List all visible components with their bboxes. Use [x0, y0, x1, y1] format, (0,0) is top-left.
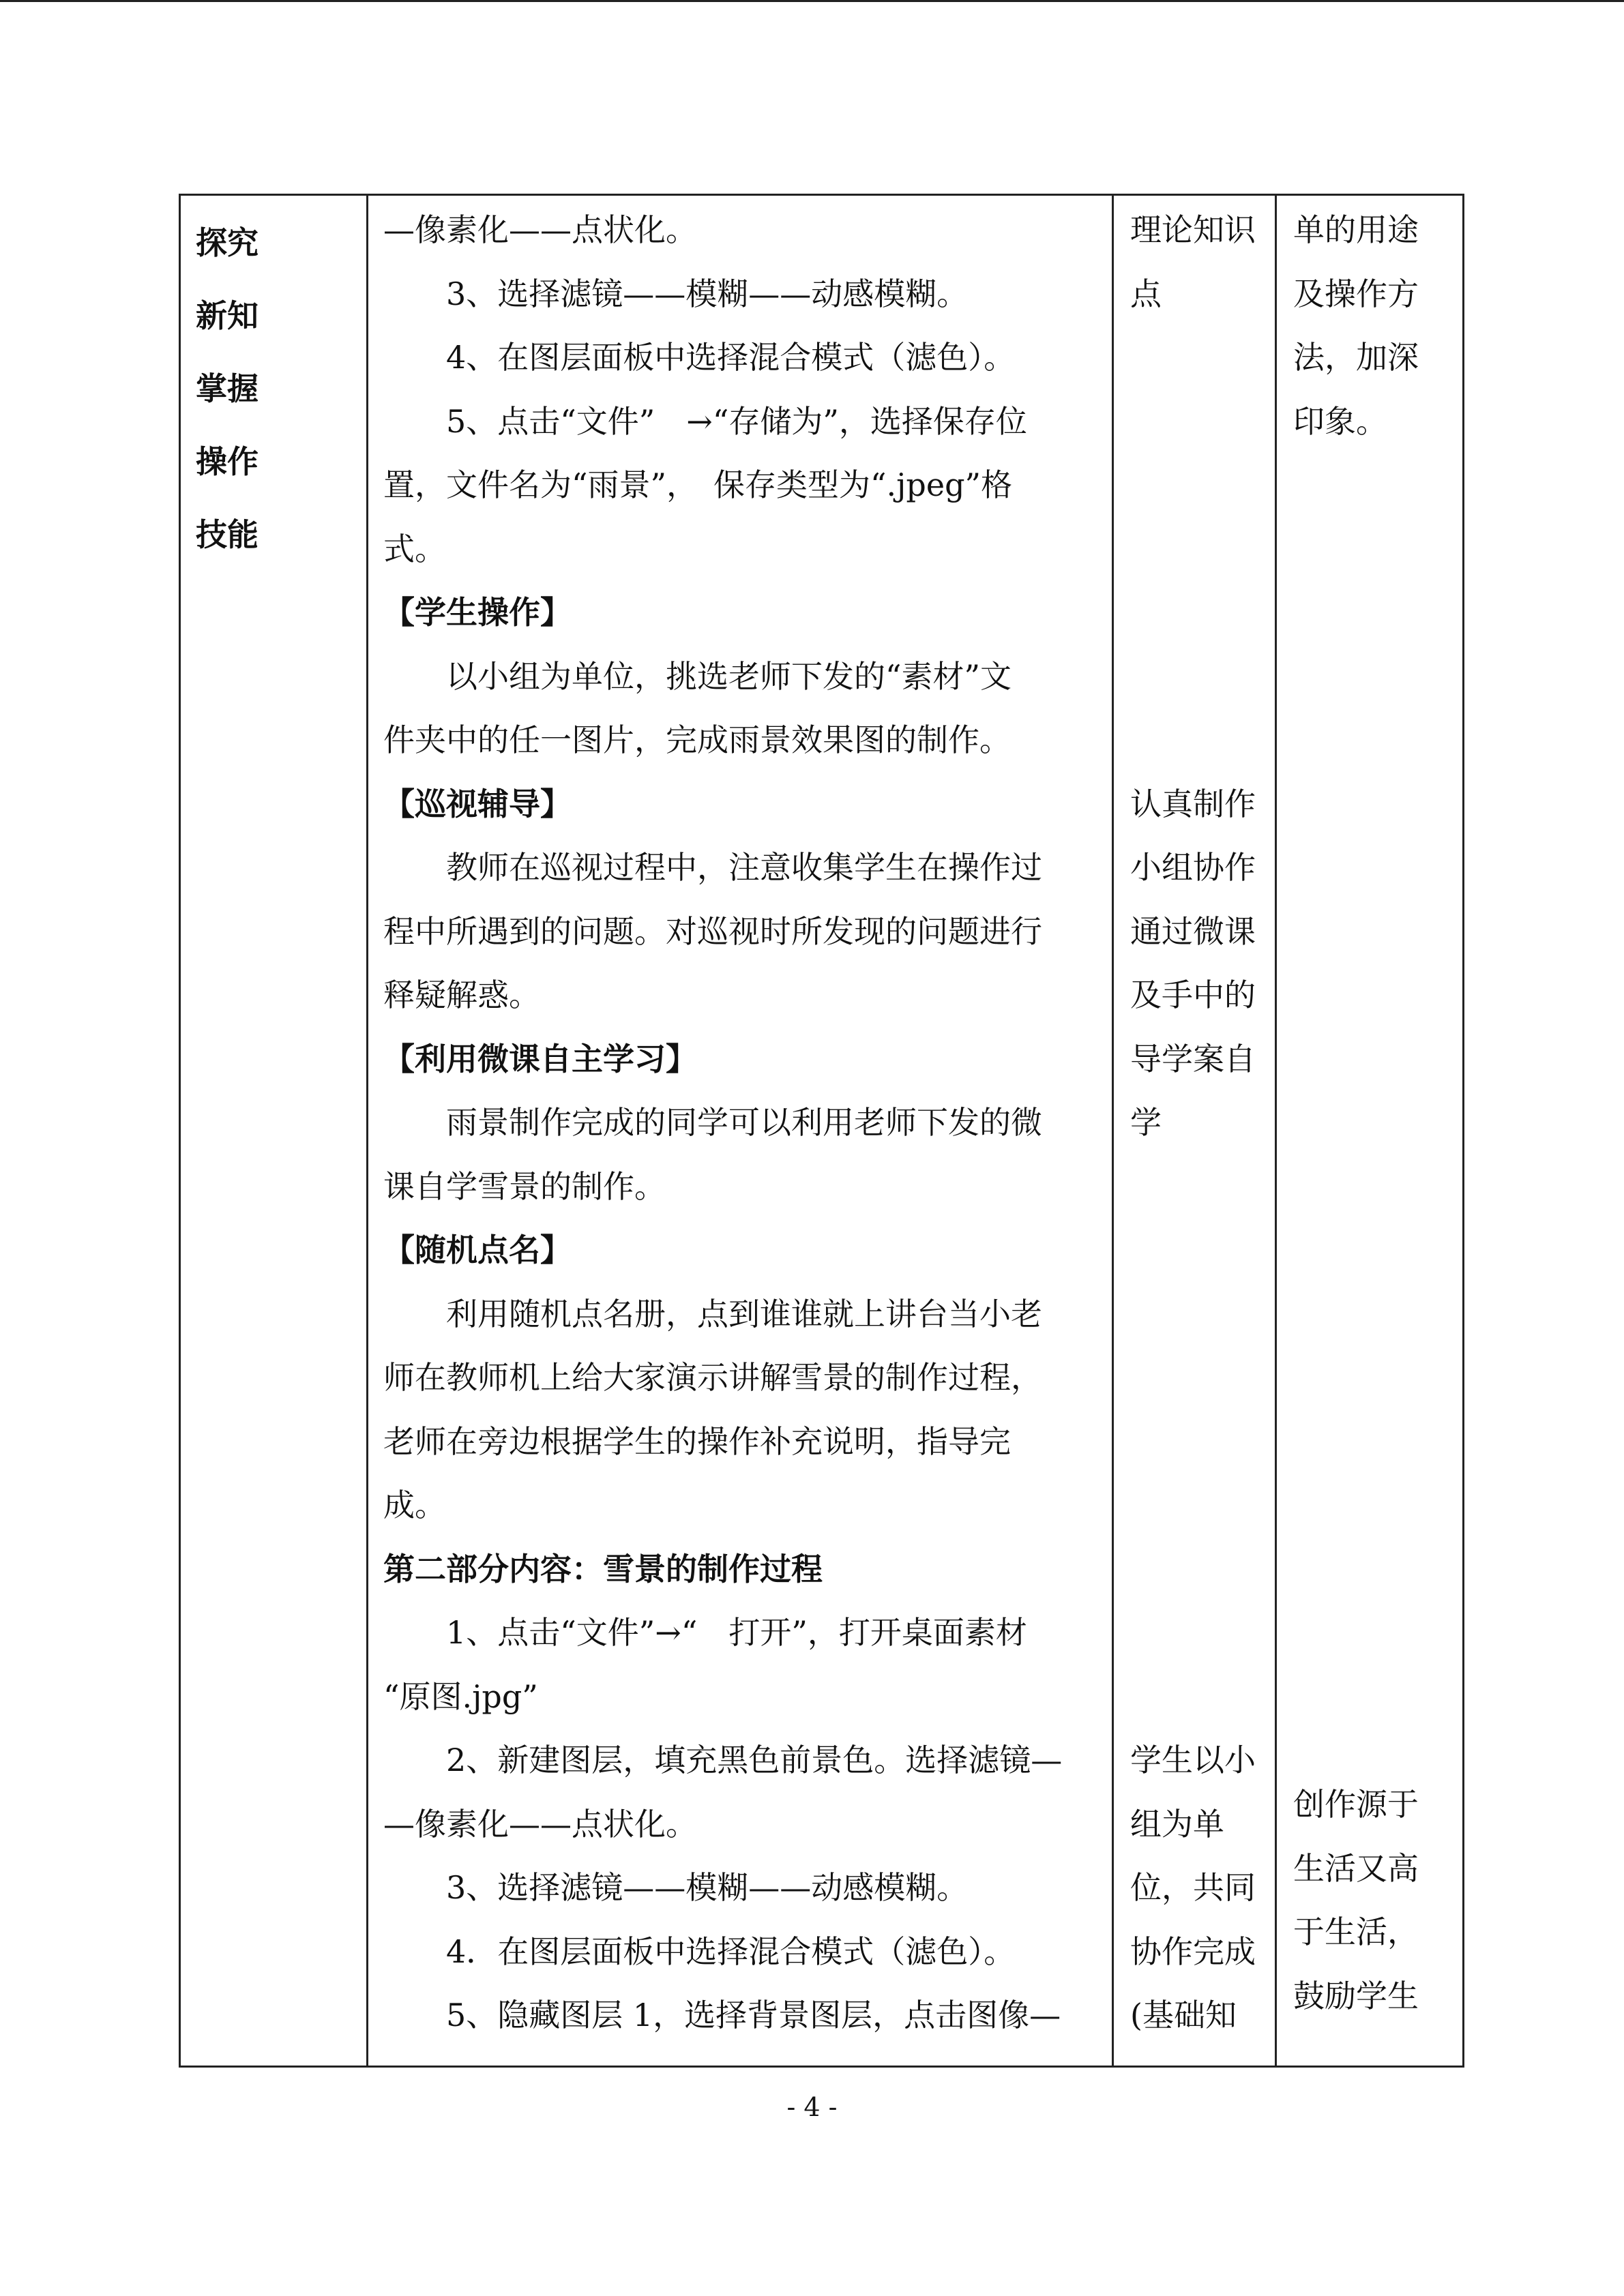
- section-heading: 第二部分内容：雪景的制作过程: [383, 1550, 823, 1587]
- student-activity-line: 学: [1130, 1104, 1162, 1141]
- stage-label-cell: [180, 195, 368, 2067]
- stage-label-line: 掌握: [196, 370, 259, 407]
- student-activity-line: 通过微课: [1130, 912, 1256, 950]
- content-line: 以小组为单位，挑选老师下发的“素材”文: [446, 657, 1012, 695]
- student-activity-line: 位，共同: [1130, 1869, 1256, 1906]
- content-line: 4、在图层面板中选择混合模式（滤色）。: [446, 339, 1016, 376]
- content-line: 1、点击“文件”→“ 打开”，打开桌面素材: [446, 1614, 1027, 1651]
- student-activity-cell: [1113, 195, 1276, 2067]
- student-activity-line: 小组协作: [1130, 849, 1256, 886]
- design-intent-line: 创作源于: [1293, 1786, 1419, 1823]
- content-line: “原图.jpg”: [383, 1678, 538, 1715]
- content-line: 5、点击“文件” →“存储为”，选择保存位: [446, 402, 1027, 440]
- content-line: 成。: [383, 1487, 446, 1523]
- design-intent-line: 于生活，: [1293, 1913, 1419, 1951]
- page-number: - 4 -: [786, 2092, 838, 2122]
- content-line: —像素化——点状化。: [383, 211, 697, 248]
- lesson-plan-table: [179, 194, 1464, 2068]
- top-border-line: [0, 0, 1624, 2]
- stage-label-line: 探究: [196, 224, 259, 261]
- student-activity-line: 点: [1130, 275, 1162, 312]
- content-line: 程中所遇到的问题。对巡视时所发现的问题进行: [383, 912, 1042, 950]
- content-cell: [368, 195, 1113, 2067]
- student-activity-line: 理论知识: [1130, 211, 1256, 248]
- content-line: 老师在旁边根据学生的操作补充说明，指导完: [383, 1422, 1011, 1460]
- content-line: 释疑解惑。: [383, 976, 540, 1013]
- content-line: 利用随机点名册，点到谁谁就上讲台当小老: [446, 1295, 1042, 1332]
- content-line: 课自学雪景的制作。: [383, 1167, 666, 1205]
- content-line: —像素化——点状化。: [383, 1805, 697, 1843]
- content-line: 4．在图层面板中选择混合模式（滤色）。: [446, 1933, 1016, 1970]
- content-line: 雨景制作完成的同学可以利用老师下发的微: [446, 1104, 1042, 1141]
- student-activity-line: 及手中的: [1130, 976, 1256, 1013]
- student-activity-line: 协作完成: [1130, 1933, 1256, 1970]
- student-activity-line: (基础知: [1130, 1997, 1237, 2033]
- design-intent-line: 及操作方: [1293, 275, 1419, 312]
- student-activity-line: 学生以小: [1130, 1742, 1256, 1778]
- student-activity-text: [1114, 196, 1275, 2067]
- design-intent-line: 印象。: [1293, 402, 1387, 440]
- section-heading: 【随机点名】: [383, 1232, 572, 1268]
- student-activity-line: 导学案自: [1130, 1040, 1256, 1077]
- content-line: 5、隐藏图层 1，选择背景图层，点击图像—: [446, 1997, 1061, 2033]
- stage-label-line: 新知: [196, 297, 259, 334]
- content-line: 3、选择滤镜——模糊——动感模糊。: [446, 1869, 969, 1906]
- stage-label: [181, 196, 366, 571]
- section-heading: 【利用微课自主学习】: [383, 1040, 697, 1077]
- content-line: 置，文件名为“雨景”， 保存类型为“.jpeg”格: [383, 466, 1013, 503]
- design-intent-line: 生活又高: [1293, 1849, 1419, 1887]
- stage-label-line: 操作: [196, 443, 259, 480]
- content-line: 3、选择滤镜——模糊——动感模糊。: [446, 275, 969, 312]
- section-heading: 【学生操作】: [383, 594, 572, 631]
- content-line: 式。: [383, 530, 446, 567]
- table-row: [180, 195, 1464, 2067]
- student-activity-line: 认真制作: [1130, 785, 1256, 822]
- design-intent-line: 鼓励学生: [1293, 1977, 1419, 2014]
- content-line: 2、新建图层，填充黑色前景色。选择滤镜—: [446, 1742, 1063, 1778]
- content-line: 教师在巡视过程中，注意收集学生在操作过: [446, 849, 1042, 886]
- stage-label-line: 技能: [196, 516, 259, 553]
- section-heading: 【巡视辅导】: [383, 785, 572, 822]
- content-text: [368, 196, 1112, 2048]
- design-intent-line: 法，加深: [1293, 339, 1419, 376]
- design-intent-text: [1277, 196, 1462, 2067]
- content-line: 师在教师机上给大家演示讲解雪景的制作过程，: [383, 1359, 1042, 1396]
- design-intent-cell: [1276, 195, 1464, 2067]
- design-intent-line: 单的用途: [1293, 211, 1419, 248]
- content-line: 件夹中的任一图片，完成雨景效果图的制作。: [383, 721, 1011, 758]
- student-activity-line: 组为单: [1130, 1805, 1224, 1843]
